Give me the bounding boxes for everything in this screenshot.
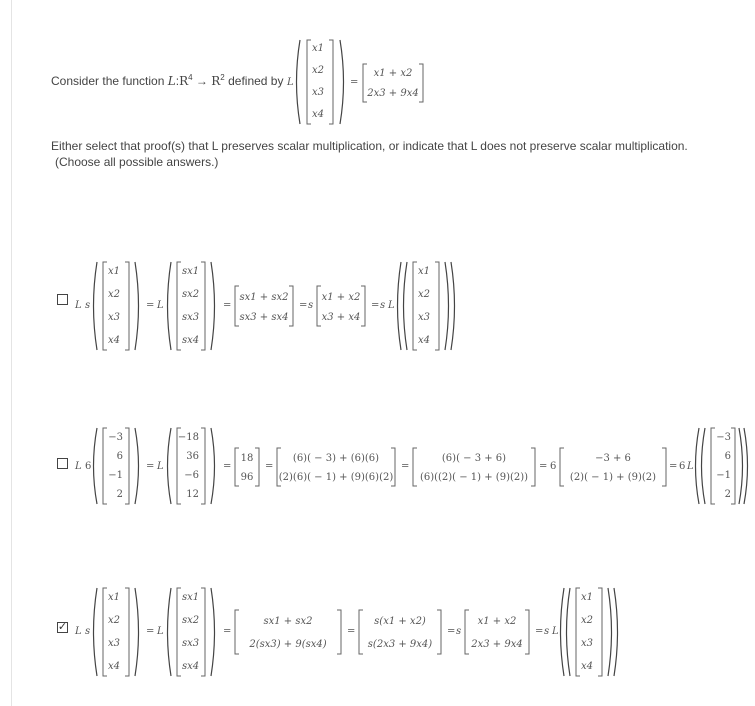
c3-sx1: sx1 [182,592,200,603]
instructions-line1: Either select that proof(s) that L preserves scalar multiplication, or indicate that L does not preserve scalar multiplication. [51,139,688,153]
c3-paren-r4 [614,588,618,676]
c3-x1: x1 [108,592,121,603]
c1-eq2: = [223,300,232,311]
c1-bracket-l2 [177,262,181,350]
c3-paren-l1 [94,588,98,676]
c1-paren-r4 [451,262,455,350]
c3-c-bottom: 2x3 + 9x4 [471,639,523,650]
c2-e2-bracket-l [413,448,417,486]
c2-bracket-r1 [125,428,129,504]
c3-bracket-r3 [598,588,602,676]
function-name: L [167,74,176,88]
c2-paren-r2 [211,428,215,504]
c2-eq6: = [669,461,678,472]
prompt-formula [287,36,487,128]
choice-3-checkmark: ✓ [57,621,68,633]
c2-e2-top: (6)( − 3 + 6) [441,453,507,464]
c3-b-top: s(x1 + x2) [374,616,426,627]
c1-r1-bottom: sx3 + sx4 [239,312,289,323]
c2-paren-r3 [739,428,743,504]
c3-bracket-l1 [103,588,107,676]
c2-res-bracket-l [235,448,239,486]
c3-paren-r2 [211,588,215,676]
c1-eq3: = [299,300,308,311]
c3-paren-l2 [168,588,172,676]
c3-b-bracket-r [437,610,441,654]
c2-e1-top: (6)( − 3) + (6)(6) [292,453,380,464]
c2-bracket-l3 [711,428,715,504]
c1-L3: L [388,300,395,311]
c2-paren-l2 [168,428,172,504]
c1-x2: x2 [108,289,121,300]
c3-eq5: = [535,626,544,637]
c1-bracket-r1 [125,262,129,350]
c2-paren-l3 [696,428,700,504]
instructions-line2: (Choose all possible answers.) [55,155,219,169]
c3-bracket-r1 [125,588,129,676]
c2-v2b: 6 [724,451,731,462]
c1-paren-r3 [445,262,449,350]
colon: : [175,74,180,88]
c2-paren-l4 [702,428,706,504]
prompt-out-top: x1 + x2 [373,68,413,79]
c1-x3: x3 [108,312,121,323]
c2-eq1: = [146,461,155,472]
c1-r2-bottom: x3 + x4 [321,312,361,323]
c2-v4: 2 [116,489,123,500]
c3-eq1: = [146,626,155,637]
c2-res-top: 18 [240,453,254,464]
c2-v1: −3 [108,432,123,443]
c1-x3b: x3 [418,312,431,323]
choice-2-checkbox[interactable] [57,458,68,469]
c2-sv4: 12 [186,489,199,500]
c1-sx1: sx1 [182,266,200,277]
c3-paren-l3 [561,588,565,676]
c2-L3: L [687,461,694,472]
c1-paren-r1 [135,262,139,350]
c3-eq3: = [347,626,356,637]
c1-s: s [85,300,91,311]
c1-paren-l3 [398,262,402,350]
c1-paren-r2 [211,262,215,350]
c1-r1-bracket-r [289,286,293,326]
prompt-vec-bracket-left [307,40,311,124]
c1-r1-top: sx1 + sx2 [239,292,289,303]
choice-3[interactable] [57,584,747,680]
prompt-out-bracket-right [419,64,423,102]
c1-L: L [75,300,82,311]
prompt-paren-left [297,40,301,124]
c3-L2: L [157,626,164,637]
c3-sx3: sx3 [182,638,200,649]
choice-2[interactable] [57,424,747,508]
c2-bracket-l1 [103,428,107,504]
c1-sx3: sx3 [182,312,200,323]
c2-scalar: 6 [85,461,92,472]
c3-x3: x3 [108,638,121,649]
c1-paren-l2 [168,262,172,350]
c1-s2: s [308,300,314,311]
c3-a-bottom: 2(sx3) + 9(sx4) [249,639,327,650]
c3-a-bracket-r [337,610,341,654]
c1-paren-l1 [94,262,98,350]
c2-sv2: 36 [186,451,199,462]
c3-L3: L [552,626,559,637]
c1-sx2: sx2 [182,289,200,300]
c3-x2: x2 [108,615,121,626]
c2-paren-r4 [744,428,748,504]
c1-x4b: x4 [418,335,431,346]
c3-paren-r3 [608,588,612,676]
defined-by-text: defined by [228,74,284,88]
left-border-line [11,0,12,706]
c2-paren-r1 [135,428,139,504]
c3-x3b: x3 [581,638,594,649]
c1-bracket-r2 [201,262,205,350]
prompt-x1: x1 [312,43,325,54]
c3-s3: s [544,626,550,637]
c1-x2b: x2 [418,289,431,300]
c1-x1: x1 [108,266,121,277]
prompt-lead [51,73,283,88]
c2-e3-bracket-r [662,448,666,486]
c2-L: L [75,461,82,472]
c2-bracket-r3 [731,428,735,504]
c3-c-bracket-r [525,610,529,654]
c3-x4: x4 [108,661,121,672]
c1-x4: x4 [108,335,121,346]
c1-s3: s [380,300,386,311]
c2-res-bottom: 96 [240,472,254,483]
c1-r2-bracket-r [361,286,365,326]
c3-s: s [85,626,91,637]
domain-R: R [179,74,189,88]
c1-sx4: sx4 [182,335,200,346]
c3-paren-r1 [135,588,139,676]
prompt-out-bottom: 2x3 + 9x4 [367,88,419,99]
c3-paren-l4 [567,588,571,676]
prompt-x3: x3 [312,87,325,98]
c3-eq4: = [447,626,456,637]
c1-eq4: = [371,300,380,311]
c2-v3: −1 [108,470,123,481]
c2-e3-top: −3 + 6 [595,453,631,464]
c3-bracket-l3 [576,588,580,676]
choice-2-formula [75,424,745,508]
c2-e3-bracket-l [560,448,564,486]
c3-b-bracket-l [359,610,363,654]
codomain-exponent: 2 [220,73,225,82]
c2-eq2: = [223,461,232,472]
c1-r2-bracket-l [317,286,321,326]
c3-x1b: x1 [581,592,594,603]
c3-a-bracket-l [235,610,239,654]
c2-sv3: −6 [184,470,199,481]
codomain-R: R [211,74,221,88]
c2-v3b: −1 [716,470,731,481]
prompt-vec-bracket-right [329,40,333,124]
choice-1[interactable] [57,258,747,354]
prompt-x4: x4 [312,109,325,120]
c3-x2b: x2 [581,615,594,626]
c2-res-bracket-r [255,448,259,486]
prompt-x2: x2 [312,65,325,76]
c2-eq5: = [539,461,548,472]
c3-bracket-l2 [177,588,181,676]
domain-exponent: 4 [188,73,193,82]
choice-3-checkbox[interactable] [57,622,68,633]
c3-bracket-r2 [201,588,205,676]
c3-eq2: = [223,626,232,637]
c3-c-top: x1 + x2 [477,616,517,627]
c1-bracket-r3 [435,262,439,350]
choice-3-formula [75,584,595,680]
c2-e3-bottom: (2)( − 1) + (9)(2) [569,472,657,483]
c3-sx4: sx4 [182,661,200,672]
choice-1-formula [75,258,495,354]
prompt-paren-right [340,40,344,124]
c2-e1-bottom: (2)(6)( − 1) + (9)(6)(2) [278,472,394,483]
instructions [51,138,741,170]
c2-v4b: 2 [724,489,731,500]
c2-v1b: −3 [716,432,731,443]
c1-eq1: = [146,300,155,311]
prompt-equals: = [350,77,359,88]
c3-s2: s [456,626,462,637]
c1-paren-l4 [404,262,408,350]
c2-sv1: −18 [177,432,199,443]
c1-bracket-l1 [103,262,107,350]
c2-v2: 6 [116,451,123,462]
prompt-lead-text: Consider the function [51,74,165,88]
c2-e2-bottom: (6)((2)( − 1) + (9)(2)) [419,472,529,483]
c1-L2: L [157,300,164,311]
c3-x4b: x4 [581,661,594,672]
c1-x1b: x1 [418,266,431,277]
choice-1-checkbox[interactable] [57,294,68,305]
c2-scalar3: 6 [679,461,686,472]
c2-scalar2: 6 [550,461,557,472]
c3-L: L [75,626,82,637]
c2-paren-l1 [94,428,98,504]
c2-bracket-r2 [201,428,205,504]
c2-eq4: = [401,461,410,472]
c2-e2-bracket-r [531,448,535,486]
c3-b-bottom: s(2x3 + 9x4) [367,639,433,650]
c2-L2: L [157,461,164,472]
c3-sx2: sx2 [182,615,200,626]
c1-bracket-l3 [413,262,417,350]
c3-c-bracket-l [465,610,469,654]
c3-a-top: sx1 + sx2 [263,616,313,627]
c1-r2-top: x1 + x2 [321,292,361,303]
prompt-L: L [287,77,294,88]
c1-r1-bracket-l [235,286,239,326]
arrow: → [195,74,208,88]
question-prompt [51,36,751,128]
c2-eq3: = [265,461,274,472]
